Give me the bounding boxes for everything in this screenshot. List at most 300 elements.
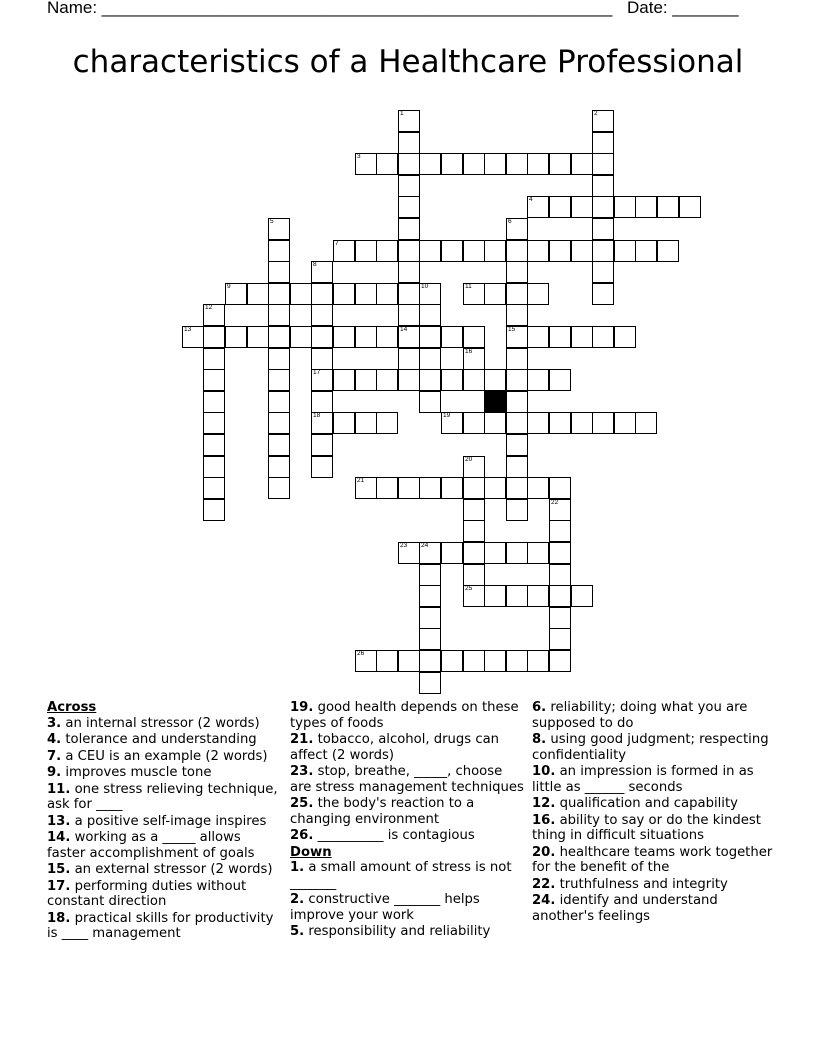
clue-number: 15 <box>508 326 516 333</box>
down-clue <box>532 813 782 844</box>
clue-label: 23. <box>290 764 314 779</box>
grid-cell[interactable] <box>527 585 549 607</box>
grid-cell[interactable] <box>355 326 377 348</box>
grid-cell[interactable] <box>549 650 571 672</box>
grid-cell[interactable] <box>506 326 528 348</box>
grid-cell[interactable] <box>311 391 333 413</box>
name-field-label: Name: ______________________________________________________ <box>47 0 613 17</box>
grid-cell[interactable] <box>549 369 571 391</box>
grid-cell[interactable] <box>679 196 701 218</box>
grid-cell[interactable] <box>549 585 571 607</box>
grid-cell[interactable] <box>376 477 398 499</box>
clue-number: 1 <box>400 110 404 117</box>
clue-label: 20. <box>532 844 556 860</box>
grid-cell[interactable] <box>355 283 377 305</box>
grid-cell[interactable] <box>419 240 441 262</box>
grid-cell[interactable] <box>268 261 290 283</box>
grid-cell[interactable] <box>549 196 571 218</box>
grid-cell[interactable] <box>268 369 290 391</box>
grid-cell[interactable] <box>398 283 420 305</box>
clue-number: 22 <box>551 499 559 506</box>
grid-cell[interactable] <box>376 240 398 262</box>
clue-number: 6 <box>508 218 512 225</box>
grid-cell[interactable] <box>506 218 528 240</box>
clue-number: 5 <box>270 218 274 225</box>
grid-cell[interactable] <box>527 196 549 218</box>
clue-label: 25. <box>290 796 314 811</box>
grid-cell[interactable] <box>419 283 441 305</box>
clue-number: 16 <box>465 348 473 355</box>
clue-label: 17. <box>47 878 71 894</box>
grid-cell[interactable] <box>506 391 528 413</box>
clue-text: __________ is contagious <box>313 828 475 843</box>
clue-text: tolerance and understanding <box>61 732 257 747</box>
grid-cell[interactable] <box>463 499 485 521</box>
grid-cell[interactable] <box>463 240 485 262</box>
clue-text: the body's reaction to a changing environment <box>290 796 475 827</box>
grid-cell[interactable] <box>355 369 377 391</box>
clue-number: 23 <box>400 542 408 549</box>
grid-cell[interactable] <box>441 326 463 348</box>
grid-cell[interactable] <box>203 477 225 499</box>
clue-number: 14 <box>400 326 408 333</box>
clue-text: practical skills for productivity is ____ management <box>47 910 274 941</box>
grid-cell[interactable] <box>506 283 528 305</box>
grid-cell[interactable] <box>614 240 636 262</box>
grid-cell[interactable] <box>506 585 528 607</box>
across-clue <box>47 782 283 813</box>
grid-cell[interactable] <box>549 412 571 434</box>
grid-cell[interactable] <box>419 628 441 650</box>
grid-cell[interactable] <box>463 348 485 370</box>
grid-cell[interactable] <box>571 412 593 434</box>
grid-cell[interactable] <box>527 412 549 434</box>
clue-number: 9 <box>227 283 231 290</box>
grid-cell[interactable] <box>398 218 420 240</box>
clue-text: good health depends on these types of foods <box>290 700 519 731</box>
grid-cell[interactable] <box>376 326 398 348</box>
clue-text: a CEU is an example (2 words) <box>61 748 268 764</box>
across-clue <box>47 879 283 910</box>
clue-label: 6. <box>532 700 547 715</box>
clue-label: 8. <box>532 732 547 747</box>
grid-cell[interactable] <box>203 456 225 478</box>
grid-cell[interactable] <box>376 412 398 434</box>
grid-cell[interactable] <box>333 326 355 348</box>
grid-cell[interactable] <box>571 585 593 607</box>
down-clue <box>290 892 526 923</box>
grid-cell[interactable] <box>441 650 463 672</box>
clue-text: tobacco, alcohol, drugs can affect (2 words) <box>290 732 500 763</box>
grid-cell[interactable] <box>549 326 571 348</box>
down-clue <box>532 732 782 763</box>
grid-cell[interactable] <box>592 261 614 283</box>
clue-label: 19. <box>290 700 314 715</box>
clue-number: 21 <box>357 477 365 484</box>
grid-cell[interactable] <box>484 650 506 672</box>
grid-cell[interactable] <box>268 348 290 370</box>
clue-text: a positive self-image inspires <box>70 813 267 829</box>
across-clue <box>290 828 526 844</box>
across-clue <box>290 764 526 795</box>
grid-cell[interactable] <box>398 650 420 672</box>
clue-label: 4. <box>47 732 62 747</box>
grid-cell[interactable] <box>592 132 614 154</box>
grid-cell[interactable] <box>268 240 290 262</box>
grid-cell[interactable] <box>333 369 355 391</box>
grid-cell[interactable] <box>441 477 463 499</box>
grid-cell[interactable] <box>592 196 614 218</box>
grid-cell[interactable] <box>398 240 420 262</box>
across-clue <box>290 796 526 827</box>
across-clue <box>47 716 283 732</box>
grid-cell[interactable] <box>398 542 420 564</box>
grid-cell[interactable] <box>484 412 506 434</box>
clue-label: 3. <box>47 715 62 731</box>
clue-label: 1. <box>290 860 305 875</box>
grid-cell[interactable] <box>527 542 549 564</box>
grid-cell[interactable] <box>506 434 528 456</box>
clue-text: ability to say or do the kindest thing in difficult situations <box>532 812 761 843</box>
grid-cell[interactable] <box>484 240 506 262</box>
grid-cell[interactable] <box>355 240 377 262</box>
grid-cell[interactable] <box>398 110 420 132</box>
clue-text: identify and understand another's feelings <box>532 893 718 924</box>
grid-cell[interactable] <box>247 326 269 348</box>
grid-cell[interactable] <box>463 456 485 478</box>
grid-cell[interactable] <box>592 240 614 262</box>
grid-cell[interactable] <box>506 304 528 326</box>
grid-cell[interactable] <box>506 650 528 672</box>
grid-cell[interactable] <box>484 542 506 564</box>
grid-cell[interactable] <box>463 412 485 434</box>
grid-cell[interactable] <box>506 456 528 478</box>
grid-cell[interactable] <box>203 434 225 456</box>
grid-cell[interactable] <box>463 326 485 348</box>
grid-cell[interactable] <box>463 542 485 564</box>
clue-label: 2. <box>290 892 305 907</box>
grid-cell[interactable] <box>549 607 571 629</box>
grid-cell[interactable] <box>268 412 290 434</box>
grid-cell[interactable] <box>398 261 420 283</box>
grid-cell[interactable] <box>203 499 225 521</box>
grid-cell[interactable] <box>463 585 485 607</box>
grid-cell[interactable] <box>463 564 485 586</box>
grid-cell[interactable] <box>398 304 420 326</box>
grid-cell[interactable] <box>419 542 441 564</box>
grid-cell[interactable] <box>614 196 636 218</box>
grid-cell[interactable] <box>203 326 225 348</box>
grid-cell[interactable] <box>419 348 441 370</box>
grid-cell[interactable] <box>463 153 485 175</box>
grid-cell[interactable] <box>311 369 333 391</box>
grid-cell[interactable] <box>657 240 679 262</box>
grid-cell[interactable] <box>657 196 679 218</box>
grid-cell[interactable] <box>484 585 506 607</box>
grid-cell[interactable] <box>398 196 420 218</box>
grid-cell[interactable] <box>571 240 593 262</box>
grid-cell[interactable] <box>549 153 571 175</box>
grid-cell[interactable] <box>549 520 571 542</box>
grid-cell[interactable] <box>506 369 528 391</box>
grid-cell[interactable] <box>225 283 247 305</box>
clue-label: 22. <box>532 876 556 892</box>
grid-cell[interactable] <box>398 477 420 499</box>
grid-cell[interactable] <box>441 369 463 391</box>
grid-cell[interactable] <box>463 650 485 672</box>
grid-cell[interactable] <box>203 348 225 370</box>
grid-cell[interactable] <box>419 369 441 391</box>
grid-cell[interactable] <box>506 240 528 262</box>
grid-cell[interactable] <box>398 348 420 370</box>
grid-cell[interactable] <box>592 326 614 348</box>
clue-text: a small amount of stress is not _______ <box>290 860 512 891</box>
down-heading: Down <box>290 844 332 860</box>
grid-cell[interactable] <box>203 412 225 434</box>
clue-label: 5. <box>290 924 305 939</box>
grid-cell[interactable] <box>419 650 441 672</box>
grid-cell[interactable] <box>311 412 333 434</box>
grid-cell[interactable] <box>592 110 614 132</box>
clue-number: 11 <box>465 283 472 290</box>
grid-cell[interactable] <box>203 391 225 413</box>
grid-cell[interactable] <box>398 153 420 175</box>
clue-number: 3 <box>357 153 361 160</box>
grid-cell[interactable] <box>484 369 506 391</box>
clue-number: 7 <box>335 240 339 247</box>
grid-cell[interactable] <box>419 564 441 586</box>
grid-cell[interactable] <box>549 499 571 521</box>
grid-cell[interactable] <box>311 283 333 305</box>
clue-label: 15. <box>47 862 71 877</box>
grid-cell[interactable] <box>419 672 441 694</box>
grid-cell[interactable] <box>355 153 377 175</box>
clue-label: 26. <box>290 828 314 843</box>
grid-cell[interactable] <box>614 412 636 434</box>
date-field-label: Date: _______ <box>627 0 739 17</box>
grid-cell[interactable] <box>441 153 463 175</box>
grid-cell[interactable] <box>506 153 528 175</box>
clue-number: 26 <box>357 650 365 657</box>
grid-cell[interactable] <box>549 628 571 650</box>
grid-cell[interactable] <box>398 132 420 154</box>
grid-cell[interactable] <box>268 391 290 413</box>
across-clue <box>47 862 283 878</box>
grid-cell[interactable] <box>614 326 636 348</box>
grid-cell[interactable] <box>311 348 333 370</box>
clue-text: an impression is formed in as little as ______ seconds <box>532 764 754 795</box>
grid-cell[interactable] <box>333 412 355 434</box>
grid-cell[interactable] <box>506 477 528 499</box>
grid-cell[interactable] <box>182 326 204 348</box>
grid-cell[interactable] <box>506 348 528 370</box>
grid-cell[interactable] <box>290 326 312 348</box>
down-clue <box>532 877 782 893</box>
clue-text: one stress relieving technique, ask for ____ <box>47 781 278 812</box>
grid-cell[interactable] <box>527 283 549 305</box>
grid-cell[interactable] <box>268 304 290 326</box>
grid-cell[interactable] <box>592 218 614 240</box>
grid-cell[interactable] <box>635 412 657 434</box>
grid-cell[interactable] <box>571 153 593 175</box>
clue-label: 16. <box>532 812 556 828</box>
clue-text: healthcare teams work together for the benefit of the <box>532 844 773 875</box>
clue-text: stop, breathe, _____, choose are stress management techniques <box>290 764 524 795</box>
grid-cell[interactable] <box>571 196 593 218</box>
grid-cell[interactable] <box>419 153 441 175</box>
grid-cell[interactable] <box>355 412 377 434</box>
grid-cell[interactable] <box>247 283 269 305</box>
clue-label: 7. <box>47 748 62 764</box>
clue-number: 19 <box>443 412 451 419</box>
clue-label: 24. <box>532 893 556 908</box>
down-clue <box>532 796 782 812</box>
clue-text: an external stressor (2 words) <box>70 862 273 877</box>
clue-number: 8 <box>313 261 317 268</box>
grid-cell[interactable] <box>268 326 290 348</box>
grid-cell[interactable] <box>376 283 398 305</box>
grid-cell[interactable] <box>463 283 485 305</box>
across-clue <box>47 765 283 781</box>
grid-cell[interactable] <box>527 240 549 262</box>
down-clue <box>290 860 526 891</box>
clue-text: improves muscle tone <box>61 765 212 780</box>
grid-cell[interactable] <box>311 261 333 283</box>
grid-cell[interactable] <box>311 304 333 326</box>
grid-cell[interactable] <box>441 542 463 564</box>
grid-cell[interactable] <box>376 153 398 175</box>
grid-cell[interactable] <box>268 456 290 478</box>
across-clue <box>47 830 283 861</box>
grid-cell[interactable] <box>311 456 333 478</box>
grid-cell[interactable] <box>506 499 528 521</box>
grid-cell[interactable] <box>376 369 398 391</box>
grid-cell[interactable] <box>527 477 549 499</box>
clue-number: 24 <box>421 542 429 549</box>
grid-cell[interactable] <box>592 412 614 434</box>
clue-label: 13. <box>47 813 71 829</box>
across-clue <box>47 814 283 830</box>
clue-label: 9. <box>47 765 62 780</box>
grid-cell[interactable] <box>419 477 441 499</box>
clue-number: 18 <box>313 412 321 419</box>
down-clue <box>532 893 782 924</box>
down-clue <box>532 700 782 731</box>
grid-cell[interactable] <box>549 240 571 262</box>
clue-label: 21. <box>290 732 314 747</box>
grid-cell[interactable] <box>463 369 485 391</box>
grid-cell[interactable] <box>203 369 225 391</box>
across-clue <box>47 732 283 748</box>
grid-cell[interactable] <box>398 175 420 197</box>
clue-label: 10. <box>532 764 556 779</box>
grid-cell[interactable] <box>506 542 528 564</box>
grid-cell[interactable] <box>290 283 312 305</box>
grid-cell[interactable] <box>635 196 657 218</box>
grid-cell[interactable] <box>441 412 463 434</box>
grid-cell[interactable] <box>527 153 549 175</box>
grid-cell[interactable] <box>592 175 614 197</box>
grid-cell[interactable] <box>484 283 506 305</box>
grid-cell[interactable] <box>506 261 528 283</box>
grid-cell[interactable] <box>419 326 441 348</box>
clue-number: 20 <box>465 456 473 463</box>
clue-label: 18. <box>47 910 71 926</box>
grid-cell[interactable] <box>225 326 247 348</box>
grid-cell[interactable] <box>549 542 571 564</box>
clue-column-3 <box>532 700 782 925</box>
grid-cell[interactable] <box>484 153 506 175</box>
grid-cell[interactable] <box>484 477 506 499</box>
grid-cell[interactable] <box>333 283 355 305</box>
grid-cell[interactable] <box>419 304 441 326</box>
clue-text: performing duties without constant direction <box>47 878 247 909</box>
clue-number: 17 <box>313 369 321 376</box>
grid-cell[interactable] <box>527 369 549 391</box>
grid-cell[interactable] <box>355 477 377 499</box>
clue-text: truthfulness and integrity <box>555 876 728 892</box>
grid-cell[interactable] <box>333 240 355 262</box>
clue-label: 12. <box>532 796 556 811</box>
grid-cell[interactable] <box>571 326 593 348</box>
across-clue <box>47 749 283 765</box>
grid-cell[interactable] <box>311 434 333 456</box>
grid-cell[interactable] <box>592 153 614 175</box>
grid-cell[interactable] <box>355 650 377 672</box>
grid-cell[interactable] <box>549 477 571 499</box>
clue-text: responsibility and reliability <box>304 924 491 939</box>
grid-cell[interactable] <box>268 477 290 499</box>
down-clue <box>532 764 782 795</box>
grid-cell[interactable] <box>419 607 441 629</box>
grid-cell[interactable] <box>463 477 485 499</box>
grid-cell[interactable] <box>398 369 420 391</box>
grid-cell[interactable] <box>268 218 290 240</box>
clue-text: qualification and capability <box>555 796 738 811</box>
grid-cell[interactable] <box>268 283 290 305</box>
clue-label: 14. <box>47 830 71 845</box>
clue-number: 4 <box>529 196 533 203</box>
clue-text: reliability; doing what you are supposed to do <box>532 700 748 731</box>
grid-cell[interactable] <box>398 326 420 348</box>
clue-number: 10 <box>421 283 429 290</box>
grid-cell[interactable] <box>549 564 571 586</box>
down-clue <box>532 845 782 876</box>
grid-cell[interactable] <box>506 412 528 434</box>
across-clue <box>290 732 526 763</box>
grid-cell[interactable] <box>441 240 463 262</box>
clue-text: working as a _____ allows faster accomplishment of goals <box>47 830 255 861</box>
grid-cell[interactable] <box>203 304 225 326</box>
clue-column-1 <box>47 700 283 943</box>
grid-cell[interactable] <box>268 434 290 456</box>
grid-cell[interactable] <box>419 585 441 607</box>
grid-cell[interactable] <box>376 650 398 672</box>
clue-number: 12 <box>205 304 213 311</box>
grid-cell[interactable] <box>311 326 333 348</box>
grid-cell[interactable] <box>527 326 549 348</box>
grid-cell[interactable] <box>592 283 614 305</box>
clue-number: 25 <box>465 585 473 592</box>
across-heading: Across <box>47 700 97 715</box>
puzzle-title: characteristics of a Healthcare Professional <box>72 44 744 80</box>
down-clue <box>290 924 526 940</box>
grid-cell[interactable] <box>635 240 657 262</box>
grid-cell[interactable] <box>463 520 485 542</box>
grid-cell[interactable] <box>419 391 441 413</box>
grid-cell[interactable] <box>527 650 549 672</box>
clue-text: constructive _______ helps improve your work <box>290 892 480 923</box>
